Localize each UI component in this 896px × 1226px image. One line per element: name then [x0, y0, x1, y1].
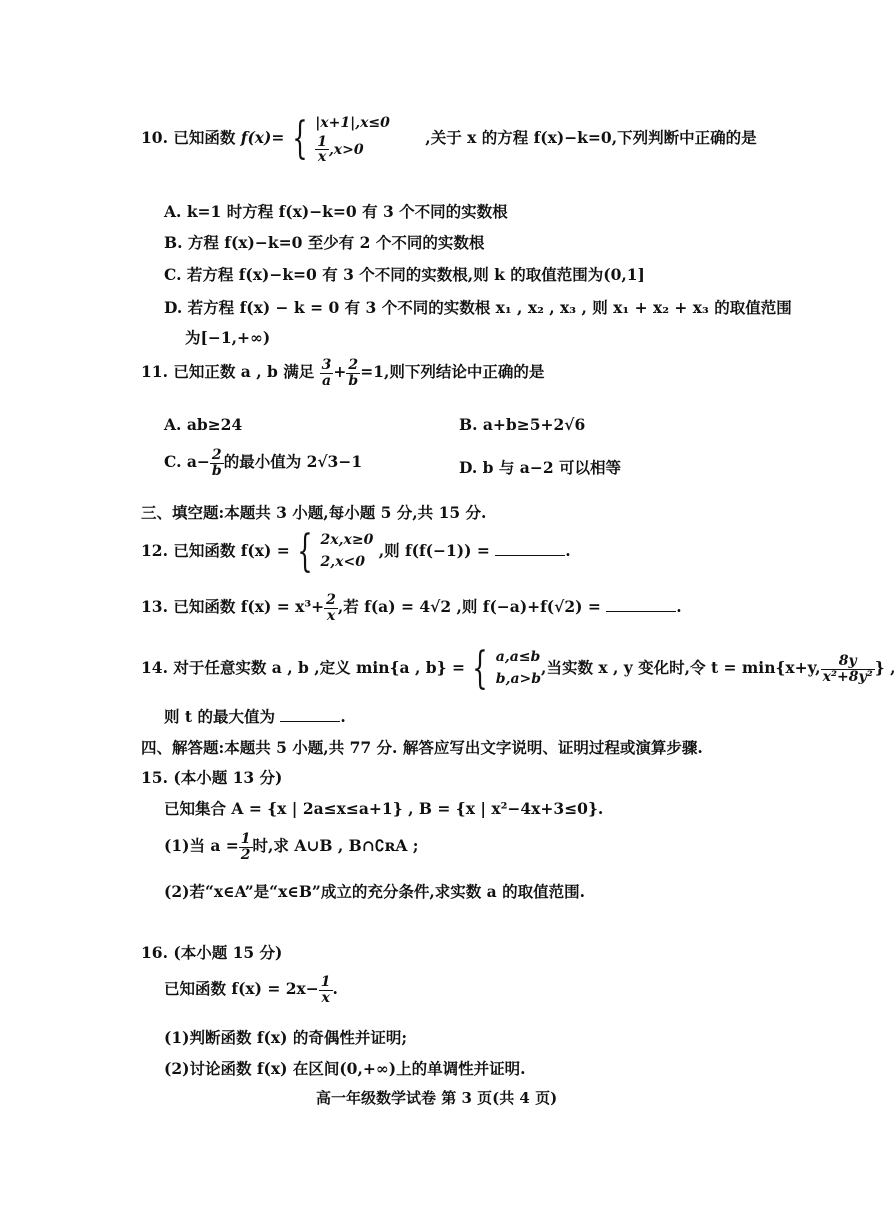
q10-case-2-denominator: x [315, 149, 329, 165]
q10-function-name: f(x)= [240, 128, 285, 148]
q14-stem-prefix: 14. 对于任意实数 a , b ,定义 min{a , b} = [141, 658, 465, 677]
q11-option-c-suffix: 的最小值为 2√3−1 [223, 452, 363, 472]
q11-option-d: D. b 与 a−2 可以相等 [459, 458, 622, 477]
q11-option-c-denominator: b [211, 462, 222, 479]
q12-case-2: 2,x<0 [320, 554, 365, 570]
q12-stem [141, 526, 571, 577]
section-solution-heading: 四、解答题:本题共 5 小题,共 77 分. 解答应写出文字说明、证明过程或演算步骤. [141, 738, 703, 757]
q16-title: 16. (本小题 15 分) [141, 943, 283, 962]
q10-stem [141, 113, 757, 165]
q16-given-denominator: x [319, 990, 333, 1006]
q11-option-c-fraction [210, 448, 224, 478]
q11-fraction-2-numerator: 2 [348, 357, 359, 373]
q14-line-2-text: 则 t 的最大值为 [164, 707, 275, 726]
q15-part-1-suffix: 时,求 A∪B , B∩∁ʀA ; [252, 836, 419, 856]
q11-option-b: B. a+b≥5+2√6 [459, 415, 586, 434]
q11-option-c-prefix: C. a− [164, 452, 210, 472]
q16-given-numerator: 1 [320, 974, 331, 990]
q10-stem-suffix: ,关于 x 的方程 f(x)−k=0,下列判断中正确的是 [425, 128, 757, 148]
section-fill-in-heading: 三、填空题:本题共 3 小题,每小题 5 分,共 15 分. [141, 503, 487, 522]
q11-fraction-1-numerator: 3 [321, 357, 332, 373]
q10-option-d-line-2: 为[−1,+∞) [185, 328, 271, 347]
q11-stem [141, 358, 544, 388]
q10-stem-prefix: 已知函数 [173, 128, 236, 148]
q16-given-fraction [319, 975, 333, 1005]
q12-piecewise [321, 530, 374, 573]
q10-option-a: A. k=1 时方程 f(x)−k=0 有 3 个不同的实数根 [164, 202, 508, 221]
q14-stem-suffix: } , [874, 658, 896, 677]
q11-plus: + [333, 362, 347, 382]
q11-stem-suffix: =1,则下列结论中正确的是 [360, 362, 545, 382]
q10-option-c: C. 若方程 f(x)−k=0 有 3 个不同的实数根,则 k 的取值范围为(0,1] [164, 265, 645, 284]
q15-part-1-denominator: 2 [240, 846, 251, 863]
q15-part-1 [164, 832, 418, 862]
q14-period: . [340, 707, 346, 726]
q11-fraction-1 [320, 358, 334, 388]
q11-option-c-numerator: 2 [211, 447, 222, 463]
q10-case-2-fraction [315, 135, 329, 165]
q10-option-d-line-1: D. 若方程 f(x) − k = 0 有 3 个不同的实数根 x₁ , x₂ , x₃ , 则 x₁ + x₂ + x₃ 的取值范围 [164, 298, 792, 317]
q13-stem [141, 593, 682, 623]
q15-part-1-numerator: 1 [240, 831, 251, 847]
q12-brace: { [297, 526, 313, 577]
q11-fraction-2 [346, 358, 360, 388]
q13-fraction-numerator: 2 [326, 592, 336, 608]
q13-fraction-denominator: x [324, 608, 338, 624]
q11-fraction-2-denominator: b [348, 372, 359, 389]
q11-stem-prefix: 11. 已知正数 a , b 满足 [141, 362, 315, 382]
q13-fraction [324, 593, 338, 623]
q14-line-2 [164, 705, 346, 727]
q14-brace: { [472, 643, 489, 694]
q14-stem [141, 643, 896, 694]
q10-case-2-numerator: 1 [317, 133, 327, 150]
q10-option-b: B. 方程 f(x)−k=0 至少有 2 个不同的实数根 [164, 233, 485, 252]
q13-answer-blank [606, 599, 676, 612]
q14-case-2: b,a>b [495, 671, 542, 687]
q16-given-suffix: . [332, 979, 338, 999]
q13-stem-suffix: ,若 f(a) = 4√2 ,则 f(−a)+f(√2) = [337, 597, 601, 617]
q15-part-1-prefix: (1)当 a = [164, 836, 239, 856]
q15-part-2: (2)若“x∈A”是“x∈B”成立的充分条件,求实数 a 的取值范围. [164, 882, 585, 901]
q12-stem-prefix: 12. 已知函数 f(x) = [141, 541, 290, 560]
q12-answer-blank [495, 543, 565, 556]
q14-fraction [821, 654, 875, 684]
q14-stem-middle: ,当实数 x , y 变化时,令 t = min{x+y, [541, 658, 821, 677]
q14-piecewise [496, 647, 541, 690]
q13-period: . [676, 597, 682, 617]
q15-given: 已知集合 A = {x | 2a≤x≤a+1} , B = {x | x²−4x+3≤0}. [164, 799, 604, 818]
q11-option-a: A. ab≥24 [164, 415, 243, 434]
q11-option-c [164, 448, 362, 478]
q16-given-prefix: 已知函数 f(x) = 2x− [164, 979, 319, 999]
q15-part-1-fraction [239, 832, 253, 862]
q12-period: . [565, 541, 571, 560]
q14-case-1: a,a≤b [495, 649, 541, 666]
q16-part-2: (2)讨论函数 f(x) 在区间(0,+∞)上的单调性并证明. [164, 1059, 526, 1078]
q13-stem-prefix: 13. 已知函数 f(x) = x³+ [141, 597, 325, 617]
q12-stem-suffix: ,则 f(f(−1)) = [378, 541, 490, 560]
q15-title: 15. (本小题 13 分) [141, 768, 283, 787]
q10-case-1: |x+1|,x≤0 [315, 115, 390, 131]
q14-fraction-numerator: 8y [838, 652, 857, 669]
q10-brace: { [292, 113, 308, 165]
q10-number: 10. [141, 128, 168, 148]
q16-part-1: (1)判断函数 f(x) 的奇偶性并证明; [164, 1028, 408, 1047]
q12-case-1: 2x,x≥0 [320, 532, 374, 549]
q10-case-2 [315, 135, 390, 165]
q14-fraction-denominator: x²+8y² [822, 668, 873, 685]
q16-given [164, 975, 338, 1005]
q10-case-2-condition: ,x>0 [328, 141, 364, 158]
q11-fraction-1-denominator: a [320, 373, 334, 389]
page-footer: 高一年级数学试卷 第 3 页(共 4 页) [316, 1089, 558, 1107]
q10-piecewise [315, 113, 390, 165]
q14-answer-blank [280, 709, 340, 722]
